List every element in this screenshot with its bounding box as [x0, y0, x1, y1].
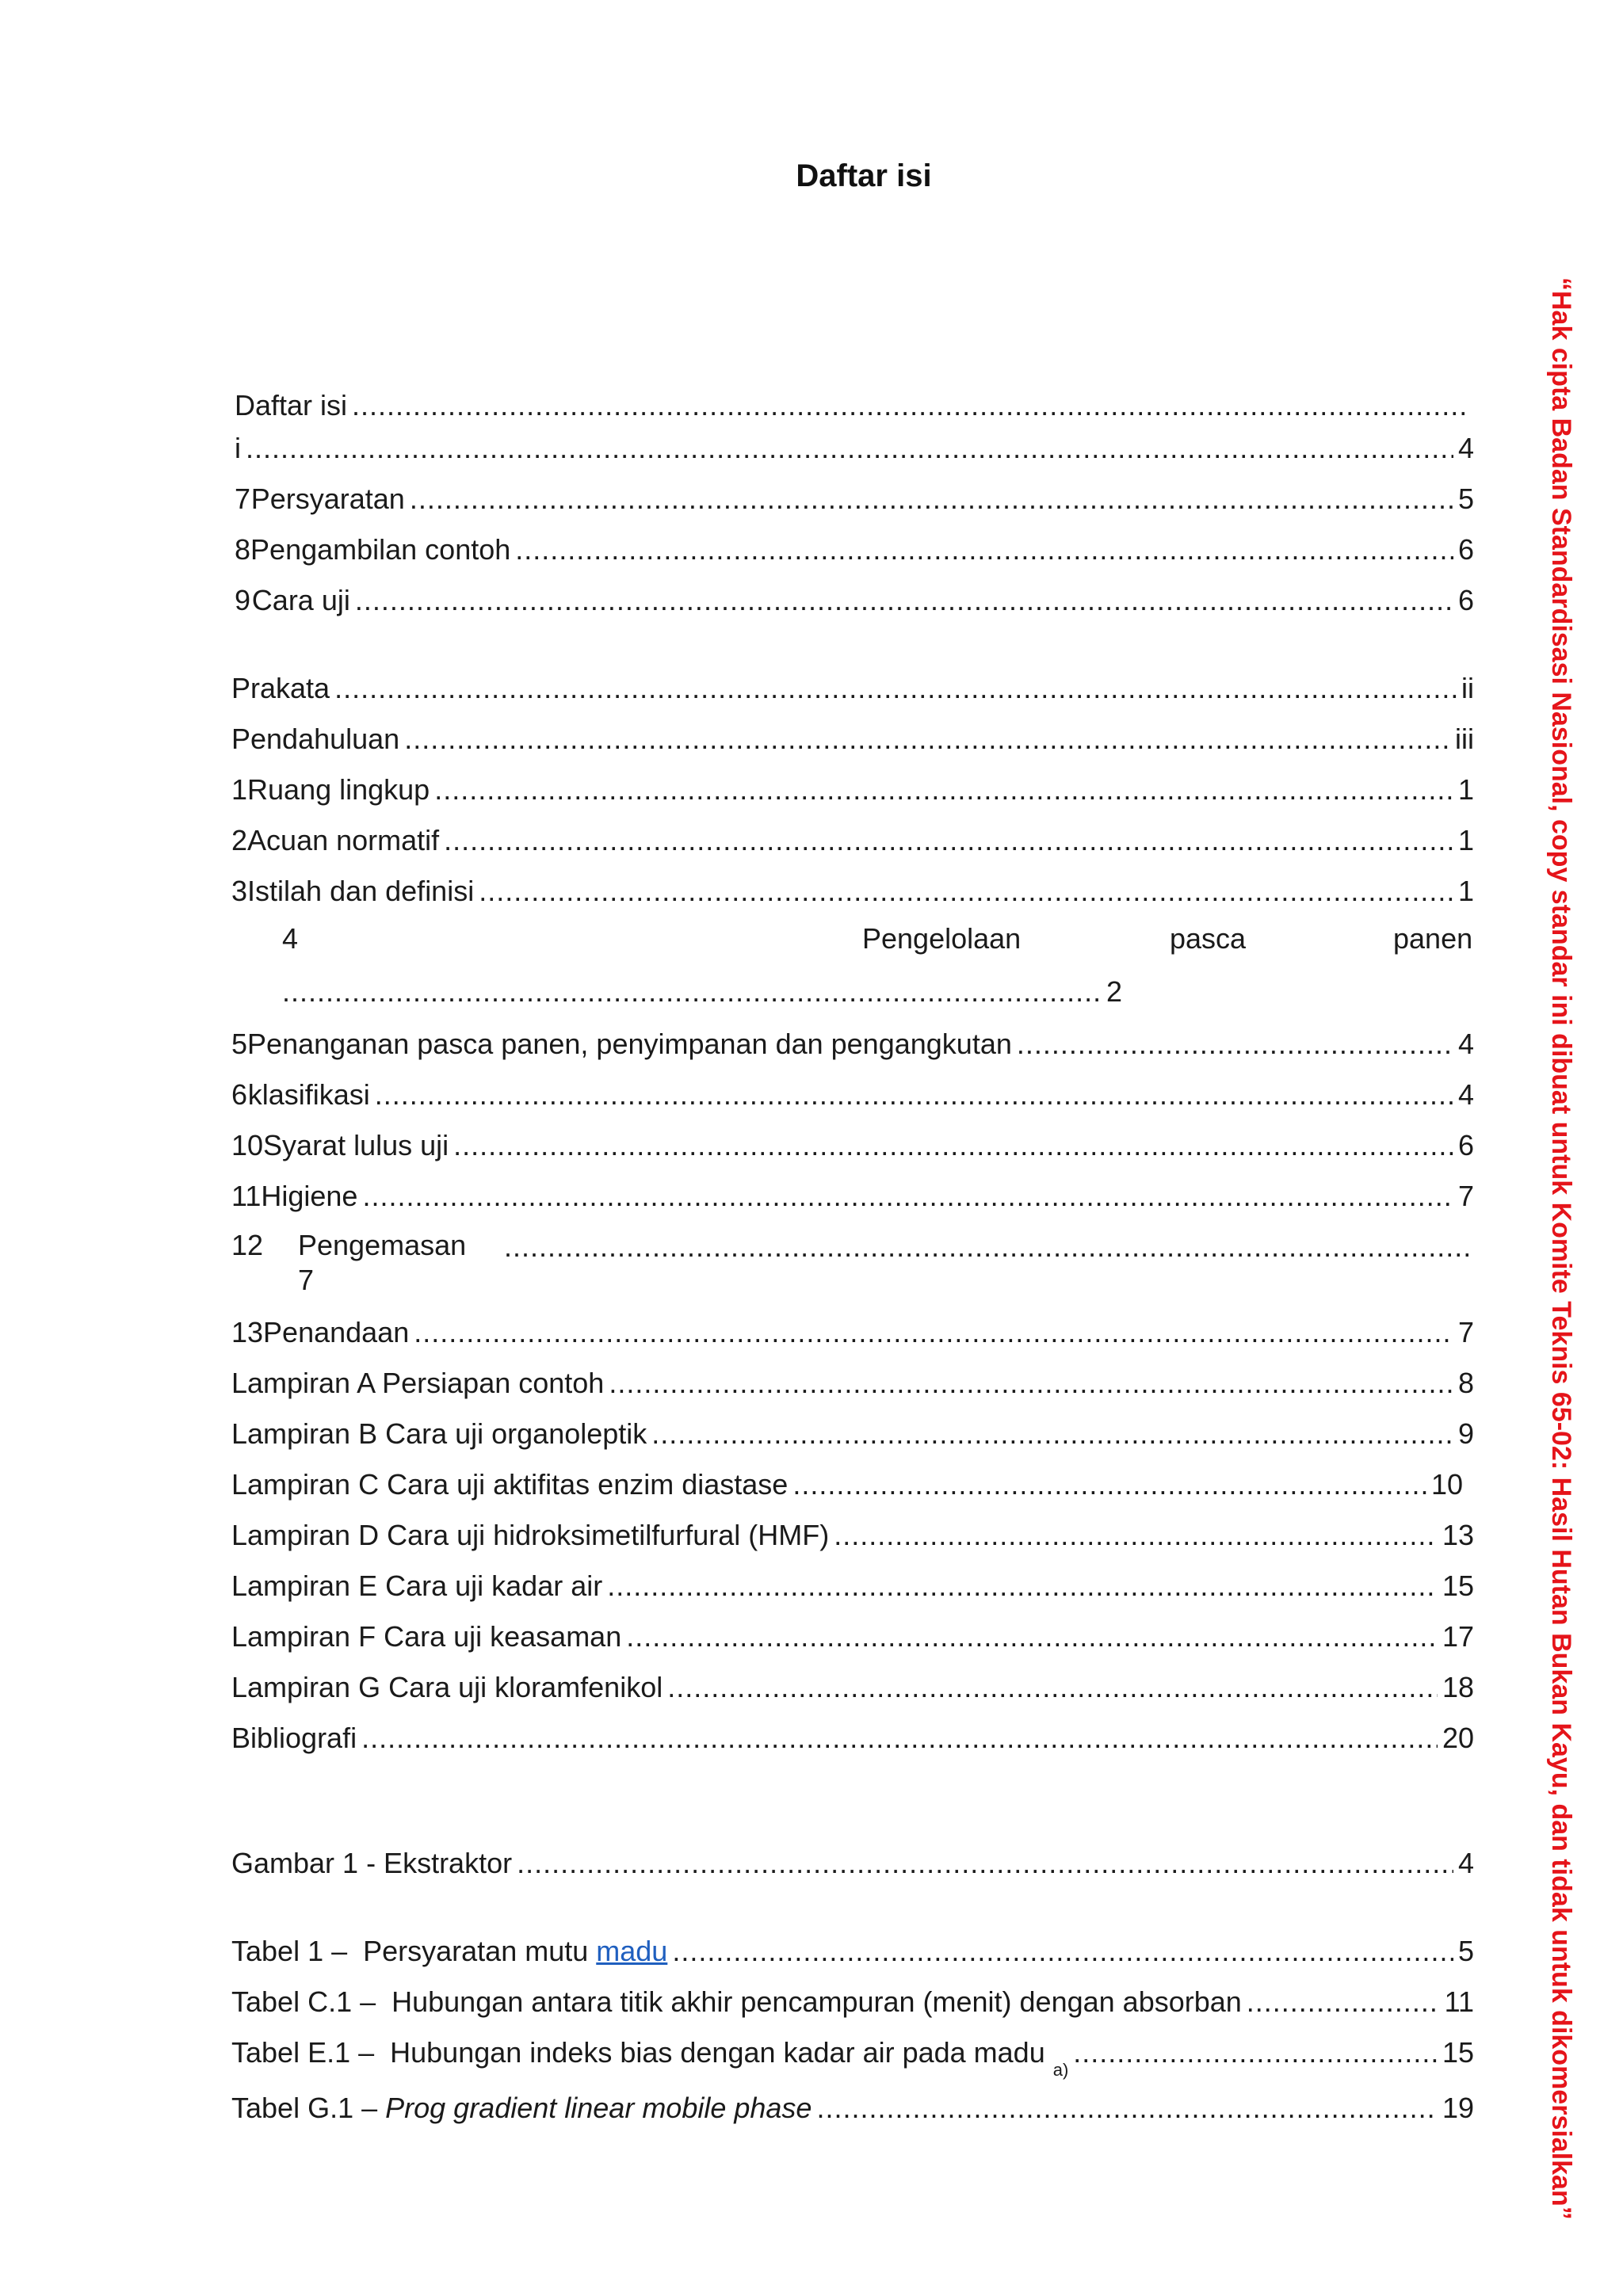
toc-leader [410, 482, 1453, 517]
toc-entry[interactable] [235, 578, 1474, 618]
toc-leader [626, 1619, 1438, 1654]
toc-entry-label: Lampiran D Cara uji hidroksimetilfurfural (HMF) [231, 1519, 830, 1551]
toc-leader [834, 1518, 1438, 1553]
toc-entry-prakata[interactable] [231, 666, 1474, 706]
toc-entry-table[interactable] [231, 2086, 1474, 2126]
toc-entry-label: Persyaratan [250, 482, 405, 515]
toc-page-number: 7 [1457, 1316, 1474, 1348]
toc-entry-label: Syarat lulus uji [263, 1129, 449, 1161]
toc-page-number: 17 [1442, 1620, 1474, 1653]
toc-entry-label: Cara uji [251, 584, 350, 616]
toc-leader [355, 583, 1453, 618]
toc-leader [246, 431, 1453, 466]
toc-entry-table[interactable] [231, 1929, 1474, 1969]
toc-leader [672, 1934, 1453, 1969]
toc-entry-label: Higiene [261, 1180, 358, 1212]
toc-leader [352, 388, 1469, 423]
toc-entry-number: 5 [231, 1028, 248, 1060]
toc-page-number: iii [1455, 723, 1474, 755]
toc-page-number: 6 [1457, 584, 1474, 616]
toc-leader [444, 823, 1453, 858]
toc-entry-lampiran[interactable] [231, 1615, 1474, 1654]
toc-leader [434, 772, 1453, 807]
toc-leader [361, 1721, 1438, 1756]
toc-entry-label: klasifikasi [247, 1078, 370, 1111]
toc-entry-label-word: panen [1393, 922, 1473, 955]
toc-leader-row [282, 970, 1122, 1009]
toc-page-number: 10 [1430, 1468, 1463, 1501]
toc-page-number: 8 [1457, 1367, 1474, 1399]
toc-entry-label-italic: Prog gradient linear mobile phase [385, 2092, 812, 2124]
toc-entry-label: Acuan normatif [247, 824, 440, 856]
toc-leader [1017, 1027, 1453, 1062]
toc-page-number: 1 [1457, 773, 1474, 806]
toc-entry-lampiran[interactable] [231, 1361, 1474, 1401]
toc-entry[interactable] [231, 869, 1474, 909]
toc-entry-number: 12 [231, 1229, 264, 1261]
toc-entry-label: i [235, 432, 241, 464]
toc-page-number: 4 [1457, 432, 1474, 464]
madu-link[interactable]: madu [596, 1935, 668, 1967]
toc-entry-figure[interactable] [231, 1841, 1474, 1881]
toc-page-number: 11 [1444, 1985, 1474, 2018]
toc-entry-label: Tabel G.1 – [231, 2092, 386, 2124]
toc-entry-daftar-isi[interactable] [235, 383, 1474, 423]
toc-page-number: 6 [1457, 1129, 1474, 1161]
toc-entry-label: Gambar 1 - Ekstraktor [231, 1847, 513, 1879]
toc-leader [792, 1467, 1426, 1502]
toc-entry-label: Bibliografi [231, 1722, 357, 1754]
toc-entry-label: Lampiran E Cara uji kadar air [231, 1569, 603, 1602]
toc-page-number: 6 [1457, 533, 1474, 566]
toc-entry-number: 9 [235, 584, 251, 616]
toc-entry-label: Lampiran C Cara uji aktifitas enzim diastase [231, 1468, 789, 1501]
toc-leader [414, 1315, 1453, 1350]
toc-page-number: ii [1461, 672, 1474, 704]
toc-entry-number: 2 [231, 824, 248, 856]
toc-entry-lampiran[interactable] [231, 1463, 1463, 1502]
toc-entry-number: 1 [231, 773, 248, 806]
toc-entry-label: Istilah dan definisi [247, 875, 475, 907]
toc-entry-lampiran[interactable] [231, 1564, 1474, 1604]
toc-entry[interactable] [231, 1123, 1474, 1163]
toc-page-number: 5 [1457, 482, 1474, 515]
toc-entry[interactable] [231, 818, 1474, 858]
toc-page-number: 19 [1442, 2092, 1474, 2124]
toc-entry-label: Penandaan [263, 1316, 410, 1348]
toc-entry-bibliografi[interactable] [231, 1716, 1474, 1756]
toc-leader [375, 1077, 1453, 1112]
toc-entry-number: 13 [231, 1316, 264, 1348]
toc-page-number: 4 [1457, 1847, 1474, 1879]
toc-entry-lampiran[interactable] [231, 1665, 1474, 1705]
toc-page-number: 1 [1457, 824, 1474, 856]
toc-entry-table[interactable]: Tabel E.1 – Hubungan indeks bias dengan kadar air pada madu a) ..... 15 [231, 2031, 1474, 2070]
toc-entry-table[interactable] [231, 1980, 1474, 2019]
toc-leader [1073, 2035, 1438, 2070]
toc-page-number: 9 [1457, 1417, 1474, 1450]
toc-entry-number: 4 [282, 922, 299, 955]
toc-leader [517, 1846, 1453, 1881]
toc-leader [609, 1366, 1453, 1401]
toc-entry-pendahuluan[interactable] [231, 717, 1474, 757]
toc-entry-label: Tabel C.1 – Hubungan antara titik akhir pencampuran (menit) dengan absorban [231, 1985, 1242, 2018]
toc-page-number: 1 [1457, 875, 1474, 907]
toc-entry-i[interactable] [235, 426, 1474, 466]
toc-leader [504, 1230, 1474, 1264]
toc-page-number: 7 [1457, 1180, 1474, 1212]
toc-entry[interactable] [231, 1174, 1474, 1214]
toc-leader [607, 1569, 1438, 1604]
toc-entry-lampiran[interactable] [231, 1513, 1474, 1553]
toc-entry[interactable] [231, 1022, 1474, 1062]
toc-leader [334, 671, 1457, 706]
toc-leader [667, 1670, 1438, 1705]
toc-entry-label: Pengambilan contoh [250, 533, 511, 566]
toc-leader [362, 1179, 1453, 1214]
toc-leader [816, 2091, 1437, 2126]
toc-page-number: 20 [1442, 1722, 1474, 1754]
toc-entry[interactable] [235, 528, 1474, 567]
toc-entry-label: Lampiran G Cara uji kloramfenikol [231, 1671, 663, 1703]
toc-leader [404, 722, 1450, 757]
toc-leader [453, 1128, 1453, 1163]
toc-entry-number: 11 [231, 1180, 262, 1212]
toc-leader [515, 532, 1453, 567]
toc-entry-label: Pendahuluan [231, 723, 400, 755]
toc-entry[interactable] [231, 1310, 1474, 1350]
toc-entry[interactable] [235, 477, 1474, 517]
toc-page-number: 4 [1457, 1078, 1474, 1111]
toc-page-number: 13 [1442, 1519, 1474, 1551]
toc-leader-row [504, 1225, 1474, 1264]
toc-entry-label: Daftar isi [235, 389, 348, 421]
toc-entry-number: 6 [231, 1078, 248, 1111]
toc-entry-number: 3 [231, 875, 248, 907]
toc-entry-number: 10 [231, 1129, 264, 1161]
toc-leader [282, 974, 1102, 1009]
page-title: Daftar isi [796, 158, 932, 193]
toc-entry-label: Pengemasan [298, 1229, 467, 1261]
toc-entry-label: Ruang lingkup [247, 773, 430, 806]
toc-entry[interactable] [231, 1073, 1474, 1112]
toc-page-number: 18 [1442, 1671, 1474, 1703]
toc-entry-number: 7 [235, 482, 251, 515]
toc-page-number: 7 [298, 1264, 315, 1296]
toc-entry-number: 8 [235, 533, 251, 566]
toc-page-number: 15 [1442, 1569, 1474, 1602]
toc-entry-lampiran[interactable] [231, 1412, 1474, 1451]
toc-page-number: 2 [1106, 975, 1122, 1008]
toc-leader [1247, 1985, 1440, 2019]
toc-entry-label-word: Pengelolaan [862, 922, 1022, 955]
toc-entry-label: Tabel 1 – Persyaratan mutu [231, 1935, 597, 1967]
copyright-watermark: “Hak cipta Badan Standardisasi Nasional, copy standar ini dibuat untuk Komite Teknis 65-02: Hasil Hutan Bukan Kayu, dan tidak untuk dikomersialkan” [1546, 277, 1576, 2220]
toc-page-number: 5 [1457, 1935, 1474, 1967]
toc-entry-label: Lampiran A Persiapan contoh [231, 1367, 605, 1399]
toc-entry-label: Penanganan pasca panen, penyimpanan dan pengangkutan [247, 1028, 1012, 1060]
toc-entry-label: Tabel E.1 – Hubungan indeks bias dengan kadar air pada madu [231, 2036, 1053, 2069]
toc-entry-label-word: pasca [1170, 922, 1247, 955]
toc-entry[interactable] [231, 768, 1474, 807]
toc-entry-label: Lampiran B Cara uji organoleptik [231, 1417, 647, 1450]
toc-leader [651, 1417, 1453, 1451]
toc-leader [479, 874, 1453, 909]
toc-entry-label: Lampiran F Cara uji keasaman [231, 1620, 622, 1653]
toc-page-number: 4 [1457, 1028, 1474, 1060]
toc-entry-label: Prakata [231, 672, 330, 704]
toc-page-number: 15 [1442, 2036, 1474, 2069]
